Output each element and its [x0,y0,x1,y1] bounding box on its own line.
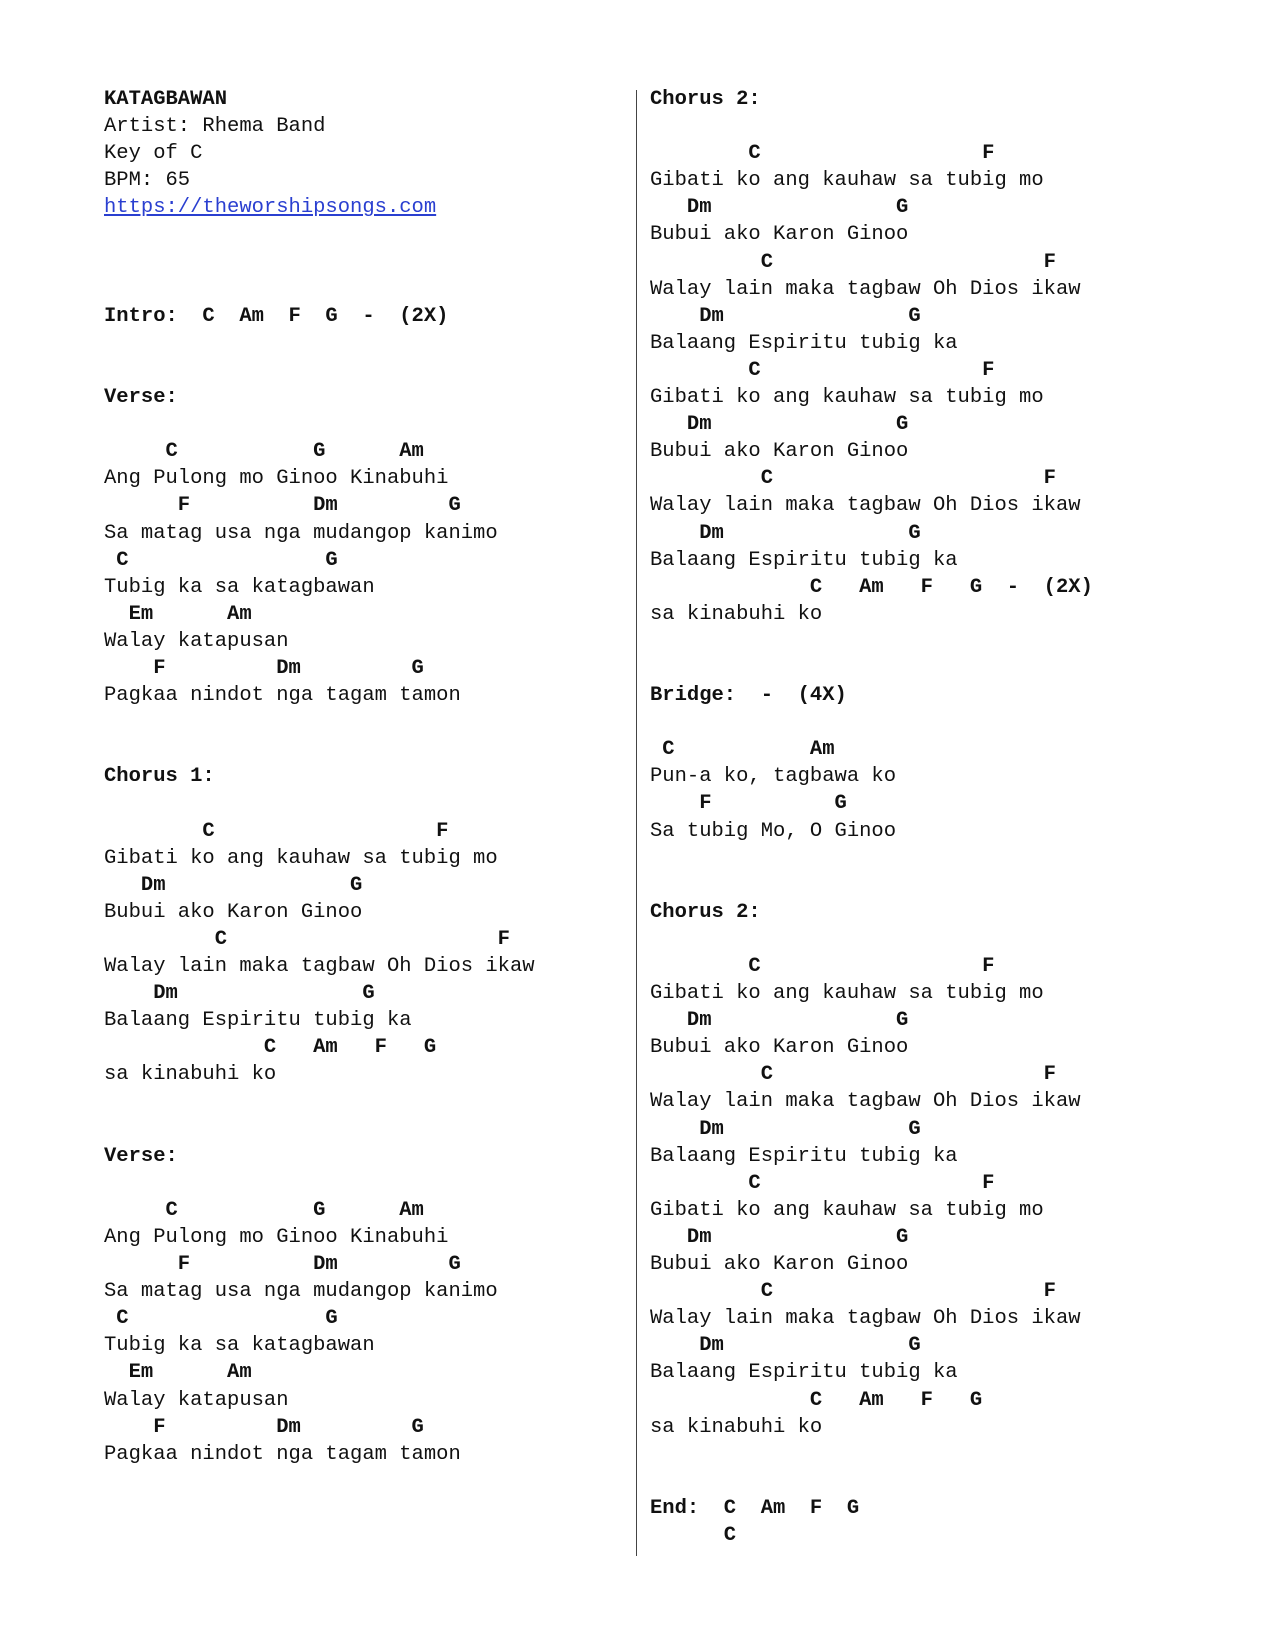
chord-line: C F [650,1063,1056,1087]
chord-line: C F [650,1171,995,1195]
lyric-line: Balaang Espiritu tubig ka [650,1144,958,1168]
chord-line: C F [104,819,449,843]
chord-line: F Dm G [104,1253,461,1277]
chord-line: Dm G [104,873,363,897]
lyric-line: Bubui ako Karon Ginoo [650,223,909,247]
blank-line [650,845,1093,872]
section-header: Chorus 2: [650,88,761,111]
chord-line: Dm G [650,1117,921,1141]
chord-line: C Am F G [650,1388,983,1412]
lyric-line: Artist: Rhema Band [104,115,326,139]
section-header: Chorus 1: [104,765,215,789]
lyric-line: Gibati ko ang kauhaw sa tubig mo [650,1198,1044,1222]
chord-line: C Am F G - (2X) [650,575,1093,599]
lyric-line: Bubui ako Karon Ginoo [650,440,909,464]
blank-line [650,926,1093,953]
blank-line [104,736,535,763]
lyric-line: Gibati ko ang kauhaw sa tubig mo [650,386,1044,410]
chord-line: Em Am [104,1361,252,1385]
lyric-line: Bubui ako Karon Ginoo [104,900,363,924]
lyric-line: sa kinabuhi ko [650,602,823,626]
lyric-line: sa kinabuhi ko [104,1063,277,1087]
chord-line: Dm G [650,413,909,437]
chord-line: Dm G [104,982,375,1006]
section-header: Intro: C Am F G - (2X) [104,304,449,328]
section-header: Bridge: - (4X) [650,684,847,708]
left-column [104,86,535,1468]
lyric-line: Balaang Espiritu tubig ka [650,331,958,355]
blank-line [650,872,1093,899]
lyric-line: Gibati ko ang kauhaw sa tubig mo [104,846,498,870]
column-divider [636,90,637,1556]
blank-line [650,113,1093,140]
lyric-line: Tubig ka sa katagbawan [104,575,375,599]
lyric-line: Sa matag usa nga mudangop kanimo [104,1280,498,1304]
chord-line: Dm G [650,304,921,328]
lyric-line: Gibati ko ang kauhaw sa tubig mo [650,169,1044,193]
chord-line: Dm G [650,1009,909,1033]
lyric-line: Ang Pulong mo Ginoo Kinabuhi [104,467,449,491]
chord-line: C F [650,250,1056,274]
lyric-line: Pagkaa nindot nga tagam tamon [104,684,461,708]
blank-line [104,249,535,276]
source-link[interactable]: https://theworshipsongs.com [104,196,437,220]
section-header: Verse: [104,1144,178,1168]
lyric-line: sa kinabuhi ko [650,1415,823,1439]
lyric-line: Balaang Espiritu tubig ka [650,548,958,572]
chord-line: F G [650,792,847,816]
chord-line: C F [650,358,995,382]
chord-line: Dm G [650,521,921,545]
chord-line: C G [104,1307,338,1331]
blank-line [104,1116,535,1143]
chord-line: C F [650,1280,1056,1304]
chord-line: C G Am [104,1198,424,1222]
blank-line [104,221,535,248]
chord-line: C G Am [104,440,424,464]
chord-line: Dm G [650,1334,921,1358]
lyric-line: Walay lain maka tagbaw Oh Dios ikaw [650,1307,1081,1331]
lyric-line: Bubui ako Karon Ginoo [650,1253,909,1277]
blank-line [104,411,535,438]
chord-line: C F [104,927,510,951]
blank-line [650,628,1093,655]
lyric-line: Ang Pulong mo Ginoo Kinabuhi [104,1225,449,1249]
lyric-line: Sa matag usa nga mudangop kanimo [104,521,498,545]
lyric-line: Gibati ko ang kauhaw sa tubig mo [650,982,1044,1006]
lyric-line: Walay lain maka tagbaw Oh Dios ikaw [650,277,1081,301]
blank-line [104,709,535,736]
blank-line [104,1170,535,1197]
blank-line [650,1468,1093,1495]
lyric-line: Sa tubig Mo, O Ginoo [650,819,897,843]
lyric-line: Walay katapusan [104,629,289,653]
chord-line: Em Am [104,602,252,626]
section-header: End: C Am F G [650,1496,860,1520]
lyric-line: Walay katapusan [104,1388,289,1412]
blank-line [104,790,535,817]
right-column [650,86,1093,1549]
blank-line [650,709,1093,736]
lyric-line: Walay lain maka tagbaw Oh Dios ikaw [650,494,1081,518]
chord-line: F Dm G [104,494,461,518]
lyric-line: Bubui ako Karon Ginoo [650,1036,909,1060]
song-title: KATAGBAWAN [104,88,228,111]
chord-line: C F [650,142,995,166]
chord-line: C [650,1523,737,1547]
chord-line: C F [650,467,1056,491]
blank-line [104,330,535,357]
lyric-line: Walay lain maka tagbaw Oh Dios ikaw [104,955,535,978]
blank-line [104,276,535,303]
chord-line: F Dm G [104,656,424,680]
section-header: Chorus 2: [650,900,761,924]
lyric-line: Walay lain maka tagbaw Oh Dios ikaw [650,1090,1081,1114]
lyric-line: Tubig ka sa katagbawan [104,1334,375,1358]
blank-line [650,655,1093,682]
chord-line: Dm G [650,196,909,220]
section-header: Verse: [104,386,178,410]
blank-line [104,1088,535,1115]
lyric-line: Pagkaa nindot nga tagam tamon [104,1442,461,1466]
chord-line: F Dm G [104,1415,424,1439]
blank-line [650,1441,1093,1468]
chord-line: C G [104,548,338,572]
chord-line: C Am [650,738,835,762]
lyric-line: Pun-a ko, tagbawa ko [650,765,897,789]
lyric-line: Balaang Espiritu tubig ka [650,1361,958,1385]
chord-line: Dm G [650,1225,909,1249]
chord-line: C F [650,955,995,978]
chord-line: C Am F G [104,1036,437,1060]
lyric-line: BPM: 65 [104,169,191,193]
lyric-line: Balaang Espiritu tubig ka [104,1009,412,1033]
lyric-line: Key of C [104,142,203,166]
blank-line [104,357,535,384]
